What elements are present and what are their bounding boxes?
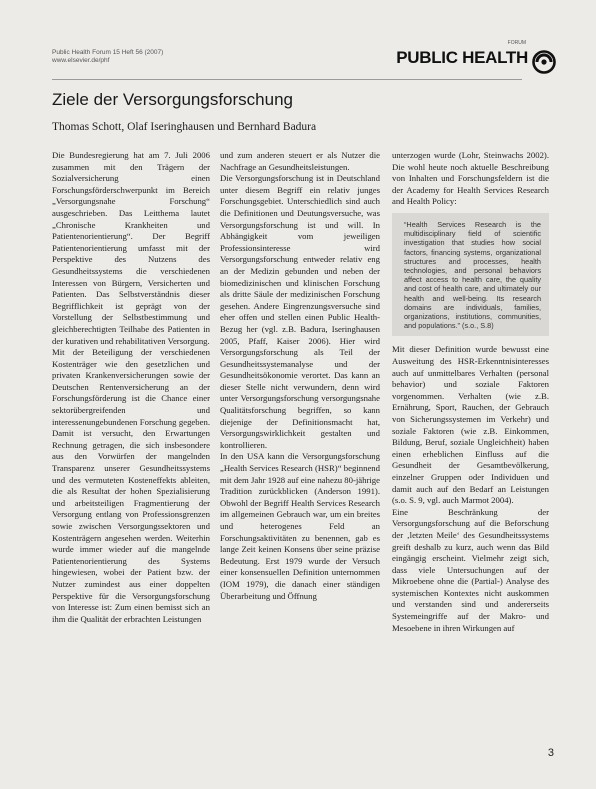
- paragraph: und zum anderen steuert er als Nutzer die Nachfrage an Gesundheitsleistungen.: [220, 150, 380, 172]
- logo-forum-label: FORUM: [507, 40, 526, 46]
- paragraph: unterzogen wurde (Lohr, Steinwachs 2002). Die wohl heute noch aktuelle Beschreibung von Inhalten und Forschungsfeldern ist die der Academy for Health Services Research and Health Policy:: [392, 150, 549, 207]
- journal-citation-line-1: Public Health Forum 15 Heft 56 (2007): [52, 49, 164, 56]
- paragraph: Die Versorgungsforschung ist in Deutschland unter diesem Begriff ein relativ junges Forschungsgebiet. Unterschiedlich sind auch die Definitionen und Deutungsversuche, was Versorgungsforschung ist und will. In Abhängigkeit vom jeweiligen Professionsinteresse wird Versorgungsforschung entweder relativ eng an der Medizin gebunden und neben der biomedizinischen und klinischen Forschung als dritte Säule der medizinischen Forschung gesehen. Andere Eingrenzungsversuche sind eher offen und stellen einen Public Health-Bezug her (vgl. z.B. Badura, Iseringhausen 2005, Pfaff, Kaiser 2006). Hier wird Versorgungsforschung als Teil der Gesundheitssystemanalyse und der Gesundheitsökonomie verortet. Das kann an dieser Stelle nicht verwundern, denn wird unter Versorgungsforschung versorgungsnahe Qualitätsforschung begriffen, so kann diejenige der Definitionsmacht hat, Versorgungswirklichkeit gestalten und kontrollieren.: [220, 173, 380, 450]
- paragraph: Die Bundesregierung hat am 7. Juli 2006 zusammen mit den Trägern der Sozialversicherung einen Forschungsförderschwerpunkt im Bereich „Versorgungsnahe Forschung“ ausgeschrieben. Das Leitthema lautet „Chronische Krankheiten und Patientenorientierung“. Der Begriff Patientenorientierung umfasst mit der Perspektive des Nutzens des Gesundheitssystems die verschiedenen Interessen von Bürgern, Versicherten und Patienten. Das Selbstverständnis dieser Begrifflichkeit ist geprägt von der Vorstellung der Selbstbestimmung und gleichberechtigten Teilhabe des Patienten in der kurativen und rehabilitativen Versorgung.: [52, 150, 210, 346]
- paragraph: Mit dieser Definition wurde bewusst eine Ausweitung des HSR-Erkenntnisinteresses auch auf unmittelbares Verhalten (personal behavior) und soziale Faktoren vorgenommen. Verhalten (wie z.B. Ernährung, Sport, Rauchen, der Gebrauch von Sicherungssystemen im Verkehr) und soziale Faktoren (wie z.B. Einkommen, Bildung, Beruf, soziale Ungleichheit) haben einen erheblichen Einfluss auf die Gesundheit der Gesamtbevölkerung, einzelner Gruppen oder Individuen und damit auch auf den Bedarf an Leistungen (s.o. S. 9, vgl. auch Marmot 2004).: [392, 344, 549, 506]
- logo-title: PUBLIC HEALTH: [396, 48, 528, 67]
- text-column-2: [220, 150, 380, 789]
- definition-quote-box: “Health Services Research is the multidisciplinary field of scientific investigation that studies how social factors, financing systems, organizational structures and processes, health technologies, and personal behaviors affect access to health care, the quality and cost of health care, and ultimately our health and well-being. Its research domains are individuals, families, organizations, institutions, communities, and populations.” (s.o., S.8): [392, 213, 549, 336]
- page-number: 3: [547, 747, 554, 759]
- journal-citation-line-2: www.elsevier.de/phf: [52, 57, 110, 64]
- paragraph: Eine Beschränkung der Versorgungsforschung auf die Beforschung der ‚letzten Meile‘ des Gesundheitssystems greift deshalb zu kurz, auch wenn das Bild eingängig erscheint. Vielmehr zeigt sich, dass viele Untersuchungen auf der Mikroebene ohne die (Partial-) Analyse des systemischen Kontextes nicht auskommen und verstanden sind und andererseits Systemeingriffe auf der Makro- und Mesoebene in ihren Wirkungen auf: [392, 506, 549, 633]
- text-column-1: [52, 150, 210, 789]
- article-title: Ziele der Versorgungsforschung: [52, 90, 293, 109]
- journal-citation: [52, 49, 163, 65]
- article-authors: Thomas Schott, Olaf Iseringhausen und Bernhard Badura: [52, 121, 317, 133]
- text-column-3: [392, 150, 549, 789]
- public-health-logo: [386, 40, 556, 84]
- header-divider: [52, 79, 522, 80]
- paragraph: In den USA kann die Versorgungsforschung „Health Services Research (HSR)“ beginnend mit dem Jahr 1928 auf eine nahezu 80-jährige Tradition zurückblicken (Anderson 1991). Obwohl der Begriff Health Services Research im allgemeinen Gebrauch war, um ein breites und heterogenes Feld an Forschungsaktivitäten zu benennen, gab es lange Zeit keinen Konsens über seine präzise Bedeutung. Erst 1979 wurde der Versuch einer konsensuellen Definition unternommen (IOM 1979), die danach einer ständigen Überarbeitung und Öffnung: [220, 451, 380, 601]
- paragraph: Mit der Beteiligung der verschiedenen Kostenträger wie den gesetzlichen und privaten Krankenversicherungen sowie der Deutschen Rentenversicherung an der Forschungsförderung ist die Chance einer sektorübergreifenden und interessenungebundenen Forschung gegeben. Damit ist versucht, den Erwartungen Rechnung getragen, die sich insbesondere aus den Vorwürfen der mangelnden Transparenz unserer Gesundheitssystems und des vermuteten Kosteneffekts ableiten, die als Resultat der hohen Spezialisierung und arbeitsteiligen Fragmentierung der Versorgung entlang von Professionsgrenzen sowie zwischen Versorgungssektoren und Kostenträgern angesehen werden. Weiterhin wurde immer wieder auf die mangelnde Patientenorientierung des Systems hingewiesen, wobei der Patient bzw. der Nutzer zumindest aus einer doppelten Perspektive für die Versorgungsforschung von Interesse ist: Zum einen bemisst sich an ihm die Qualität der erbrachten Leistungen: [52, 347, 210, 624]
- logo-swirl-icon: [532, 50, 556, 74]
